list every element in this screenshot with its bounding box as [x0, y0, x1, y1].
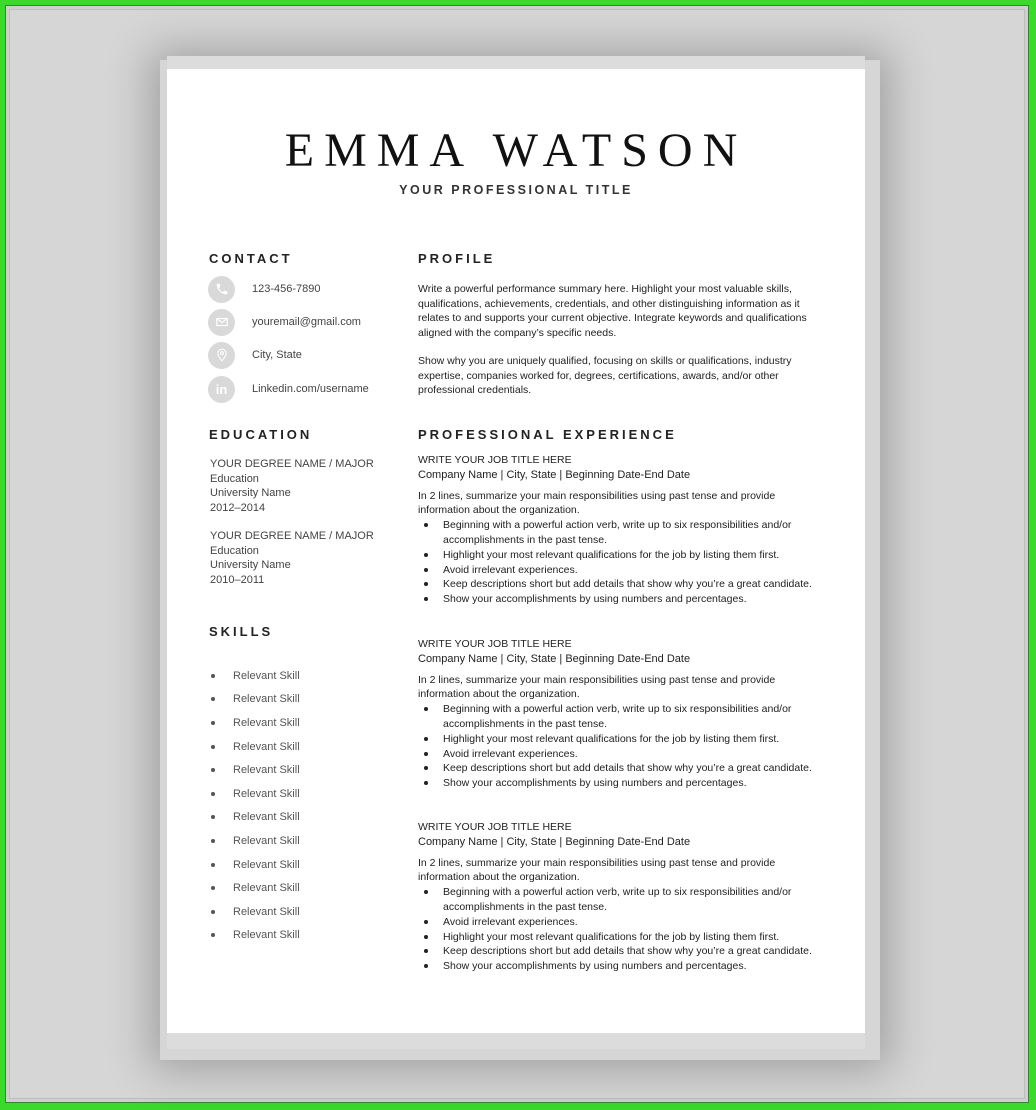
contact-linkedin [208, 375, 369, 403]
skill-item [211, 711, 300, 735]
job-bullet: Avoid irrelevant experiences. [418, 563, 828, 578]
contact-phone-text: 123-456-7890 [252, 283, 321, 295]
linkedin-icon: in [208, 376, 235, 403]
bullet-dot [211, 933, 215, 937]
email-icon [208, 309, 235, 336]
contact-email [208, 308, 361, 336]
job-bullets [418, 885, 828, 974]
bullet-dot [211, 815, 215, 819]
job-company: Company Name | City, State | Beginning Date-End Date [418, 835, 691, 848]
contact-phone [208, 275, 321, 303]
skills-heading: SKILLS [209, 624, 274, 639]
skill-text: Relevant Skill [233, 669, 300, 682]
skill-text: Relevant Skill [233, 740, 300, 753]
experience-heading: PROFESSIONAL EXPERIENCE [418, 427, 677, 442]
contact-heading: CONTACT [209, 251, 293, 266]
phone-icon [208, 276, 235, 303]
skill-text: Relevant Skill [233, 693, 300, 706]
skills-list [211, 664, 300, 947]
bullet-dot [211, 721, 215, 725]
job-entry [418, 453, 828, 607]
profile-paragraph: Show why you are uniquely qualified, focusing on skills or qualifications, industry expertise, companies worked for, degrees, certifications, awards, and/or other professional credentials. [418, 355, 792, 397]
bullet-dot [211, 768, 215, 772]
skill-text: Relevant Skill [233, 787, 300, 800]
bullet-dot [211, 697, 215, 701]
skill-text: Relevant Skill [233, 882, 300, 895]
skill-text: Relevant Skill [233, 858, 300, 871]
education-degree: YOUR DEGREE NAME / MAJOR [210, 458, 374, 470]
job-bullets [418, 518, 828, 607]
skill-item [211, 876, 300, 900]
bullet-dot [211, 910, 215, 914]
education-school: University Name [210, 559, 291, 571]
skill-text: Relevant Skill [233, 764, 300, 777]
contact-location [208, 341, 302, 369]
skill-item [211, 758, 300, 782]
education-entry [210, 529, 374, 587]
skill-item [211, 853, 300, 877]
job-bullet: Keep descriptions short but add details that show why you’re a great candidate. [418, 944, 828, 959]
education-field: Education [210, 472, 259, 485]
contact-linkedin-text: Linkedin.com/username [252, 383, 369, 395]
skill-item [211, 806, 300, 830]
job-bullet: Highlight your most relevant qualifications for the job by listing them first. [418, 732, 828, 747]
bullet-dot [211, 792, 215, 796]
skill-item [211, 924, 300, 948]
skill-item [211, 782, 300, 806]
education-school: University Name [210, 487, 291, 499]
profile-paragraph: Write a powerful performance summary here. Highlight your most valuable skills, qualifications, achievements, credentials, and other distinguishing information as it relates to and supports your current objective. Integrate keywords and qualifications aligned with the company’s specific needs. [418, 283, 807, 339]
bullet-dot [211, 674, 215, 678]
job-summary: In 2 lines, summarize your main responsibilities using past tense and provide information about the organization. [418, 489, 776, 517]
skill-text: Relevant Skill [233, 929, 300, 942]
job-bullet: Beginning with a powerful action verb, write up to six responsibilities and/or accomplishments in the past tense. [418, 702, 828, 732]
job-bullet: Keep descriptions short but add details that show why you’re a great candidate. [418, 761, 828, 776]
job-bullets [418, 702, 828, 791]
skill-text: Relevant Skill [233, 834, 300, 847]
job-bullet: Highlight your most relevant qualifications for the job by listing them first. [418, 548, 828, 563]
job-bullet: Show your accomplishments by using numbers and percentages. [418, 959, 828, 974]
skill-text: Relevant Skill [233, 811, 300, 824]
job-entry [418, 637, 828, 791]
job-bullet: Avoid irrelevant experiences. [418, 915, 828, 930]
job-entry [418, 820, 828, 974]
job-bullet: Beginning with a powerful action verb, write up to six responsibilities and/or accomplishments in the past tense. [418, 518, 828, 548]
education-entry [210, 457, 374, 515]
job-company: Company Name | City, State | Beginning Date-End Date [418, 468, 691, 481]
job-title: WRITE YOUR JOB TITLE HERE [418, 638, 572, 650]
education-degree: YOUR DEGREE NAME / MAJOR [210, 530, 374, 542]
job-bullet: Keep descriptions short but add details that show why you’re a great candidate. [418, 577, 828, 592]
job-title: WRITE YOUR JOB TITLE HERE [418, 821, 572, 833]
job-bullet: Highlight your most relevant qualifications for the job by listing them first. [418, 930, 828, 945]
skill-item [211, 829, 300, 853]
job-company: Company Name | City, State | Beginning Date-End Date [418, 652, 691, 665]
profile-heading: PROFILE [418, 251, 496, 266]
job-bullet: Beginning with a powerful action verb, write up to six responsibilities and/or accomplishments in the past tense. [418, 885, 828, 915]
job-bullet: Show your accomplishments by using numbers and percentages. [418, 592, 828, 607]
skill-item [211, 735, 300, 759]
contact-email-text: youremail@gmail.com [252, 316, 361, 328]
job-summary: In 2 lines, summarize your main responsibilities using past tense and provide information about the organization. [418, 856, 776, 884]
skill-item [211, 900, 300, 924]
bullet-dot [211, 839, 215, 843]
candidate-name: EMMA WATSON [284, 124, 748, 177]
professional-title: YOUR PROFESSIONAL TITLE [399, 183, 633, 197]
skill-text: Relevant Skill [233, 905, 300, 918]
job-summary: In 2 lines, summarize your main responsibilities using past tense and provide information about the organization. [418, 673, 776, 701]
bullet-dot [211, 886, 215, 890]
education-years: 2010–2011 [210, 573, 265, 586]
location-pin-icon [208, 342, 235, 369]
job-bullet: Avoid irrelevant experiences. [418, 747, 828, 762]
skill-item [211, 664, 300, 688]
job-title: WRITE YOUR JOB TITLE HERE [418, 454, 572, 466]
bullet-dot [211, 745, 215, 749]
skill-text: Relevant Skill [233, 716, 300, 729]
bullet-dot [211, 863, 215, 867]
education-years: 2012–2014 [210, 501, 266, 514]
resume-page [167, 56, 865, 1049]
contact-location-text: City, State [252, 349, 302, 361]
education-heading: EDUCATION [209, 427, 313, 442]
education-field: Education [210, 544, 259, 557]
skill-item [211, 688, 300, 712]
job-bullet: Show your accomplishments by using numbers and percentages. [418, 776, 828, 791]
